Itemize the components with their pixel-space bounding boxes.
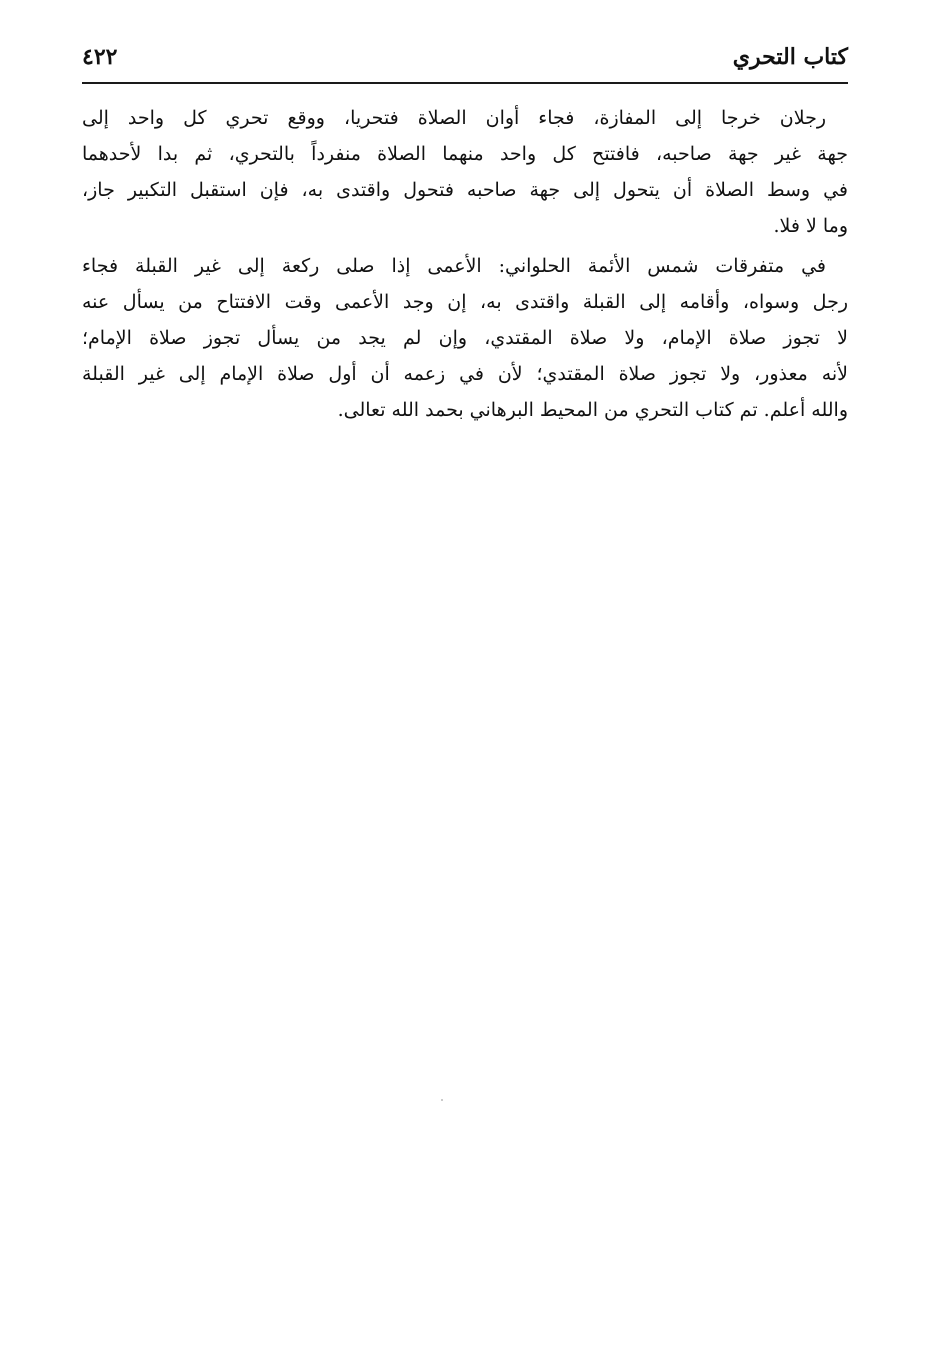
text-line: رجل وسواه، وأقامه إلى القبلة واقتدى به، إن وجد الأعمى وقت الافتتاح من يسأل عنه: [82, 291, 848, 313]
text-line: رجلان خرجا إلى المفازة، فجاء أوان الصلاة فتحريا، ووقع تحري كل واحد إلى: [82, 107, 826, 129]
text-line: لا تجوز صلاة الإمام، ولا صلاة المقتدي، وإن لم يجد من يسأل تجوز صلاة الإمام؛: [82, 327, 848, 349]
paragraph: [82, 100, 848, 244]
text-line: في وسط الصلاة أن يتحول إلى جهة صاحبه فتحول واقتدى به، فإن استقبل التكبير جاز،: [82, 179, 848, 201]
page-number: ٤٢٢: [82, 44, 118, 70]
running-header: [82, 38, 848, 84]
chapter-title: كتاب التحري: [732, 44, 848, 70]
main-text: [82, 100, 848, 432]
scan-speck: [441, 1099, 443, 1101]
text-line: جهة غير جهة صاحبه، فافتتح كل واحد منهما الصلاة منفرداً بالتحري، ثم بدا لأحدهما: [82, 143, 848, 165]
text-line: والله أعلم. تم كتاب التحري من المحيط البرهاني بحمد الله تعالى.: [337, 399, 848, 421]
text-line: في متفرقات شمس الأئمة الحلواني: الأعمى إذا صلى ركعة إلى غير القبلة فجاء: [82, 255, 826, 277]
text-line: لأنه معذور، ولا تجوز صلاة المقتدي؛ لأن في زعمه أن أول صلاة الإمام إلى غير القبلة: [82, 363, 848, 385]
text-line: وما لا فلا.: [773, 215, 848, 237]
paragraph: [82, 248, 848, 428]
